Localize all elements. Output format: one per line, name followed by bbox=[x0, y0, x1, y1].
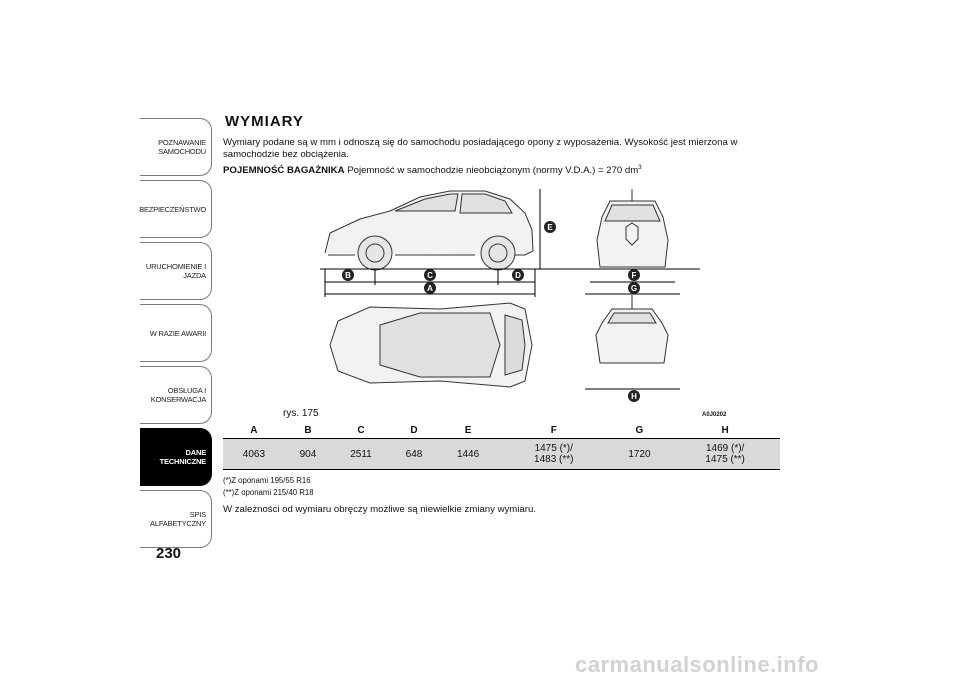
column-header: E bbox=[437, 422, 499, 439]
rim-size-note: W zależności od wymiaru obręczy możliwe są niewielkie zmiany wymiaru. bbox=[223, 504, 536, 515]
intro-text: Wymiary podane są w mm i odnoszą się do samochodu posiadającego opony z wyposażenia. Wysokość jest mierzona w samochodzie bez obciążenia. bbox=[223, 137, 738, 160]
column-header: B bbox=[285, 422, 331, 439]
column-header: A bbox=[223, 422, 285, 439]
trunk-capacity-value: Pojemność w samochodzie nieobciążonym (normy V.D.A.) = 270 dm bbox=[347, 165, 639, 177]
car-rear-view-illustration bbox=[596, 295, 668, 363]
dimensions-table bbox=[223, 422, 780, 470]
footnote-195-55: (*)Z oponami 195/55 R16 bbox=[223, 476, 311, 485]
watermark: carmanualsonline.info bbox=[575, 652, 819, 677]
unit-superscript: 3 bbox=[638, 165, 642, 171]
car-side-view-illustration bbox=[325, 191, 533, 270]
label-h: H bbox=[631, 392, 637, 401]
car-front-view-illustration bbox=[597, 189, 668, 267]
figure-code: A0J0202 bbox=[702, 412, 727, 418]
label-b: B bbox=[345, 271, 351, 280]
car-dimensions-figure bbox=[300, 185, 720, 413]
tab-dane-techniczne[interactable]: DANE TECHNICZNE bbox=[140, 428, 212, 486]
column-header: D bbox=[391, 422, 437, 439]
label-f: F bbox=[631, 271, 637, 280]
tab-bezpieczenstwo[interactable]: BEZPIECZEŃSTWO bbox=[140, 180, 212, 238]
car-top-view-illustration bbox=[330, 303, 532, 387]
table-cell: 1475 (*)/ 1483 (**) bbox=[499, 439, 609, 470]
table-cell: 648 bbox=[391, 439, 437, 470]
label-d: D bbox=[515, 271, 521, 280]
footnote-215-40: (**)Z oponami 215/40 R18 bbox=[223, 488, 314, 497]
table-row bbox=[223, 439, 780, 470]
label-e: E bbox=[547, 223, 553, 232]
column-header: H bbox=[670, 422, 780, 439]
table-header-row bbox=[223, 422, 780, 439]
table-cell: 1446 bbox=[437, 439, 499, 470]
tab-obsluga-i-konserwacja[interactable]: OBSŁUGA I KONSERWACJA bbox=[140, 366, 212, 424]
label-a: A bbox=[427, 284, 433, 293]
trunk-capacity-label: POJEMNOŚĆ BAGAŻNIKA bbox=[223, 165, 345, 177]
table-cell: 1469 (*)/ 1475 (**) bbox=[670, 439, 780, 470]
tab-uruchomienie-i-jazda[interactable]: URUCHOMIENIE I JAZDA bbox=[140, 242, 212, 300]
tab-w-razie-awarii[interactable]: W RAZIE AWARII bbox=[140, 304, 212, 362]
label-c: C bbox=[427, 271, 433, 280]
table-cell: 904 bbox=[285, 439, 331, 470]
page-title: WYMIARY bbox=[225, 113, 304, 130]
table-cell: 1720 bbox=[609, 439, 671, 470]
tab-poznawanie-samochodu[interactable]: POZNAWANIE SAMOCHODU bbox=[140, 118, 212, 176]
column-header: F bbox=[499, 422, 609, 439]
tab-spis-alfabetyczny[interactable]: SPIS ALFABETYCZNY bbox=[140, 490, 212, 548]
table-cell: 4063 bbox=[223, 439, 285, 470]
column-header: G bbox=[609, 422, 671, 439]
table-cell: 2511 bbox=[331, 439, 391, 470]
label-g: G bbox=[630, 284, 638, 293]
figure-caption: rys. 175 bbox=[283, 408, 319, 419]
trunk-capacity-text bbox=[223, 163, 778, 177]
column-header: C bbox=[331, 422, 391, 439]
page-number: 230 bbox=[156, 545, 182, 562]
